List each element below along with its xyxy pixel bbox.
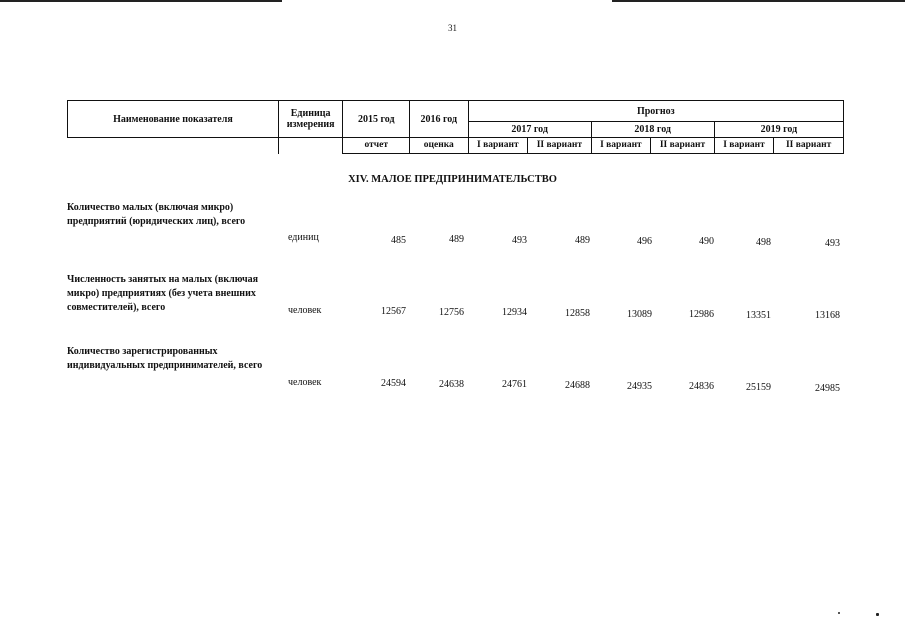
- value-2015: 24594: [381, 378, 406, 389]
- scan-speck: [876, 613, 879, 616]
- indicator-unit: человек: [288, 305, 322, 316]
- header-name-blank: [68, 138, 279, 154]
- value-2019-v1: 25159: [746, 382, 771, 393]
- value-2019-v1: 498: [756, 237, 771, 248]
- indicator-name: Численность занятых на малых (включая микро) предприятиях (без учета внешних совместителей), всего: [67, 274, 259, 313]
- header-2018-v2: II вариант: [651, 138, 715, 154]
- header-2018-v1: I вариант: [591, 138, 651, 154]
- header-2018: 2018 год: [591, 122, 714, 138]
- value-2017-v1: 24761: [502, 379, 527, 390]
- header-name-col: Наименование показателя: [68, 101, 279, 138]
- scan-edge-right: [612, 0, 905, 2]
- indicator-name: Количество зарегистрированных индивидуальных предпринимателей, всего: [67, 346, 263, 371]
- header-unit-blank: [278, 138, 343, 154]
- header-2015: 2015 год: [343, 101, 410, 138]
- value-2018-v1: 496: [637, 236, 652, 247]
- table-row: [0, 273, 905, 343]
- header-2017-v1: I вариант: [468, 138, 528, 154]
- value-2016: 12756: [439, 307, 464, 318]
- value-2017-v2: 489: [575, 235, 590, 246]
- table-header: [67, 100, 844, 154]
- value-2018-v2: 12986: [689, 309, 714, 320]
- header-estimate: оценка: [410, 138, 469, 154]
- indicator-unit: единиц: [288, 232, 319, 243]
- header-2019: 2019 год: [714, 122, 843, 138]
- header-2017: 2017 год: [468, 122, 591, 138]
- scan-speck: [838, 612, 840, 614]
- scan-edge-left: [0, 0, 282, 2]
- value-2017-v2: 12858: [565, 308, 590, 319]
- header-2019-v1: I вариант: [714, 138, 774, 154]
- value-2018-v2: 24836: [689, 381, 714, 392]
- header-report: отчет: [343, 138, 410, 154]
- value-2015: 12567: [381, 306, 406, 317]
- value-2017-v1: 493: [512, 235, 527, 246]
- indicator-unit: человек: [288, 377, 322, 388]
- header-2016: 2016 год: [410, 101, 469, 138]
- table-row: [0, 201, 905, 271]
- page-number: 31: [448, 23, 457, 33]
- header-2019-v2: II вариант: [774, 138, 844, 154]
- header-2017-v2: II вариант: [528, 138, 592, 154]
- indicator-name: Количество малых (включая микро) предприятий (юридических лиц), всего: [67, 202, 246, 227]
- value-2017-v1: 12934: [502, 307, 527, 318]
- value-2019-v2: 24985: [815, 383, 840, 394]
- section-title: XIV. МАЛОЕ ПРЕДПРИНИМАТЕЛЬСТВО: [348, 174, 557, 185]
- value-2018-v1: 24935: [627, 381, 652, 392]
- table-row: [0, 345, 905, 415]
- value-2016: 489: [449, 234, 464, 245]
- value-2019-v2: 13168: [815, 310, 840, 321]
- value-2018-v1: 13089: [627, 309, 652, 320]
- value-2019-v2: 493: [825, 238, 840, 249]
- value-2015: 485: [391, 235, 406, 246]
- header-forecast: Прогноз: [468, 101, 843, 122]
- value-2019-v1: 13351: [746, 310, 771, 321]
- value-2018-v2: 490: [699, 236, 714, 247]
- value-2016: 24638: [439, 379, 464, 390]
- value-2017-v2: 24688: [565, 380, 590, 391]
- header-unit-col: Единица измерения: [278, 101, 343, 138]
